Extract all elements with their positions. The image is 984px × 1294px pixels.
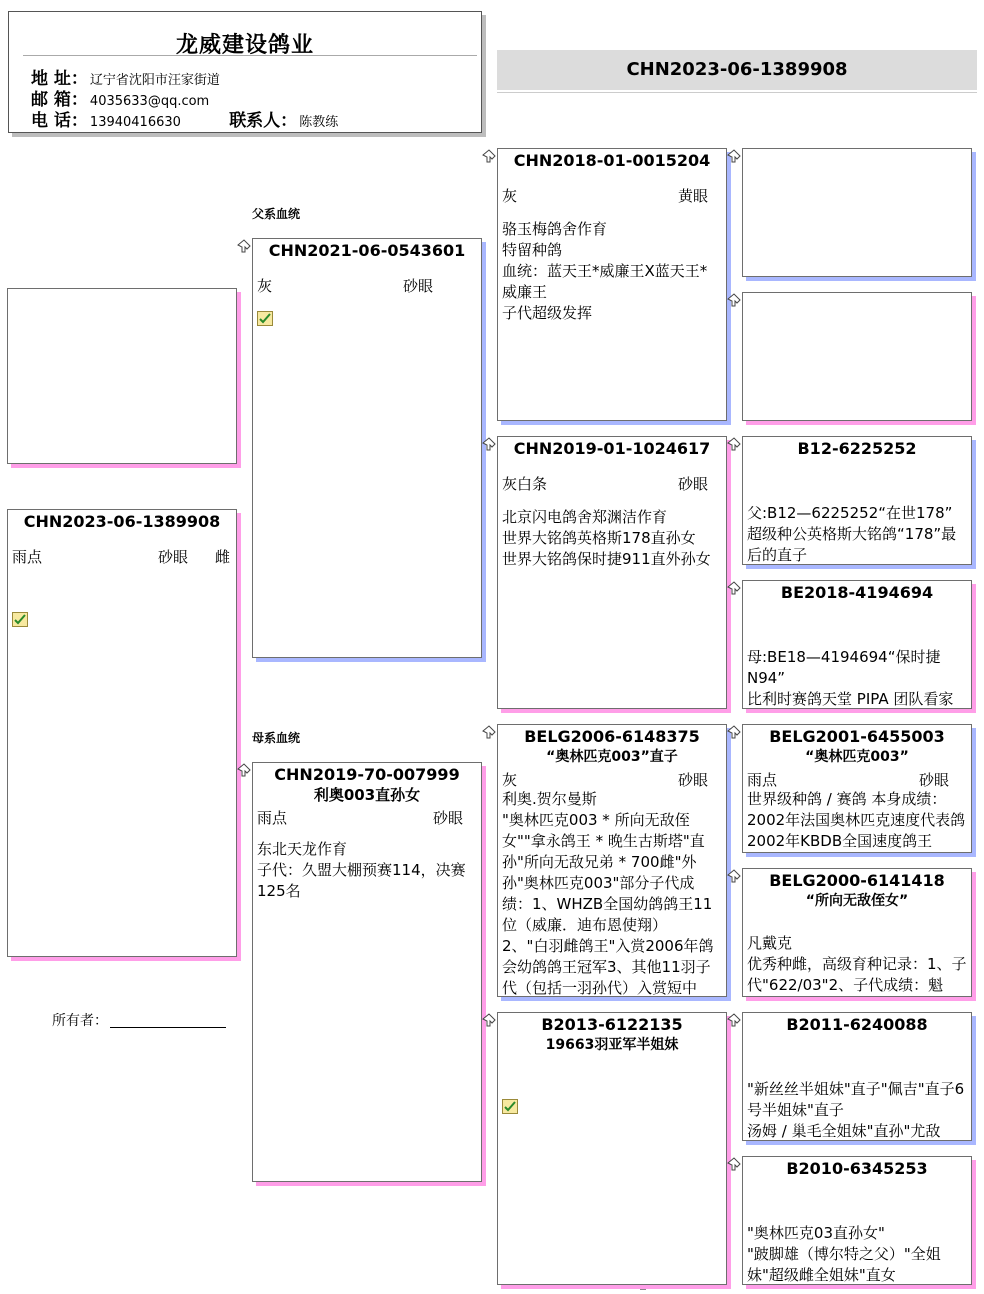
connector-icon: [726, 1156, 742, 1172]
dam-sire-dam-card[interactable]: [742, 868, 972, 997]
connector-icon: [726, 292, 742, 308]
dam-name: 利奥003直孙女: [313, 786, 421, 804]
sire-dam-sire-description: 父:B12—6225252“在世178” 超级种公英格斯大铭鸽“178”最后的直子: [747, 504, 957, 564]
contact-value: 陈教练: [299, 115, 339, 130]
dam-dam-dam-description: "奥林匹克03直孙女" "跛脚雄（博尔特之父）"全姐妹"超级雌全姐妹"直女: [747, 1224, 941, 1284]
sire-line-label: 父系血统: [252, 207, 301, 221]
dam-dam-sire-card[interactable]: [742, 1012, 972, 1141]
sire-sire-card[interactable]: [497, 148, 727, 421]
connector-icon: [726, 1012, 742, 1028]
checkbox-icon[interactable]: [257, 311, 273, 326]
dam-dam-name: 19663羽亚军半姐妹: [545, 1037, 679, 1053]
subject-card[interactable]: [7, 509, 237, 957]
subject-eye: 砂眼: [157, 548, 188, 566]
subject-sex: 雌: [214, 548, 230, 566]
sire-dam-eye: 砂眼: [677, 475, 708, 493]
connector-icon: [481, 148, 497, 164]
dam-sire-sire-description: 世界级种鸽 / 赛鸽 本身成绩：2002年法国奥林匹克速度代表鸽2002年KBDB全国速度鸽王: [747, 790, 966, 850]
connector-icon: [481, 1012, 497, 1028]
title-divider: [497, 92, 977, 93]
dam-card[interactable]: [252, 762, 482, 1182]
photo-box[interactable]: [7, 288, 237, 464]
dam-dam-sire-description: "新丝丝半姐妹"直子"佩吉"直子6号半姐妹"直子 汤姆 / 巢毛全姐妹"直孙"尤敌: [747, 1080, 965, 1140]
connector-icon: [726, 148, 742, 164]
dam-sire-sire-card[interactable]: [742, 724, 972, 853]
dam-sire-name: “奥林匹克003”直子: [546, 749, 678, 765]
phone-value: 13940416630: [89, 115, 181, 130]
breeder-header-card: [8, 11, 482, 133]
dam-sire-dam-description: 凡戴克 优秀种雌，高级育种记录：1、子代"622/03"2、子代成绩：魁: [747, 934, 967, 994]
dam-description: 东北天龙作育 子代：久盟大棚预赛114，决赛125名: [257, 840, 466, 900]
connector-icon: [481, 436, 497, 452]
sire-eye: 砂眼: [402, 277, 433, 295]
sire-dam-sire-ring: B12-6225252: [797, 439, 917, 458]
connector-icon: [726, 580, 742, 596]
phone-label: 电 话：: [31, 111, 88, 131]
sire-dam-dam-ring: BE2018-4194694: [780, 583, 934, 602]
sire-dam-attrs: [498, 473, 726, 493]
dam-sire-attrs: [498, 769, 726, 789]
email-value: 4035633@qq.com: [89, 94, 210, 109]
dam-dam-card[interactable]: [497, 1012, 727, 1285]
sire-dam-color: 灰白条: [502, 475, 548, 493]
sire-sire-color: 灰: [502, 187, 518, 205]
sire-sire-eye: 黄眼: [677, 187, 708, 205]
title-ring-bar: CHN2023-06-1389908: [497, 50, 977, 90]
dam-dam-dam-ring: B2010-6345253: [786, 1159, 928, 1178]
connector-icon: [236, 238, 252, 254]
sire-dam-description: 北京闪电鸽舍郑渊洁作育 世界大铭鸽英格斯178直孙女 世界大铭鸽保时捷911直外孙女: [502, 508, 711, 568]
sire-attrs: [253, 275, 481, 295]
connector-icon: [481, 724, 497, 740]
owner-input-line[interactable]: [110, 1015, 226, 1028]
sire-card[interactable]: [252, 238, 482, 658]
checkbox-icon[interactable]: [502, 1099, 518, 1114]
dam-sire-eye: 砂眼: [677, 771, 708, 789]
dam-sire-sire-eye: 砂眼: [918, 771, 949, 789]
dam-sire-sire-name: “奥林匹克003”: [805, 749, 909, 765]
dam-sire-sire-color: 雨点: [747, 771, 778, 789]
dam-sire-sire-attrs: [743, 769, 971, 789]
dam-dam-ring: B2013-6122135: [541, 1015, 683, 1034]
sire-sire-dam-card[interactable]: [742, 292, 972, 421]
stray-mark: [640, 1289, 646, 1293]
sire-dam-dam-card[interactable]: [742, 580, 972, 709]
dam-attrs: [253, 807, 481, 827]
dam-dam-sire-ring: B2011-6240088: [786, 1015, 928, 1034]
sire-sire-dam-ring: [743, 293, 971, 295]
subject-ring: CHN2023-06-1389908: [23, 512, 221, 531]
connector-icon: [236, 762, 252, 778]
sire-sire-ring: CHN2018-01-0015204: [513, 151, 711, 170]
checkbox-icon[interactable]: [12, 612, 28, 627]
dam-color: 雨点: [257, 809, 288, 827]
email-label: 邮 箱：: [31, 90, 88, 110]
dam-sire-ring: BELG2006-6148375: [524, 727, 700, 746]
address-value: 辽宁省沈阳市汪家街道: [89, 73, 220, 88]
header-divider: [23, 55, 477, 56]
dam-ring: CHN2019-70-007999: [274, 765, 460, 784]
dam-dam-dam-card[interactable]: [742, 1156, 972, 1285]
dam-sire-card[interactable]: [497, 724, 727, 997]
sire-sire-attrs: [498, 185, 726, 205]
phone-row: [31, 106, 338, 131]
connector-icon: [726, 868, 742, 884]
dam-sire-sire-ring: BELG2001-6455003: [769, 727, 945, 746]
sire-dam-card[interactable]: [497, 436, 727, 709]
dam-sire-dam-ring: BELG2000-6141418: [769, 871, 945, 890]
sire-sire-description: 骆玉梅鸽舍作育 特留种鸽 血统：蓝天王*威廉王X蓝天王*威廉王 子代超级发挥: [502, 220, 708, 322]
sire-dam-dam-description: 母:BE18—4194694“保时捷N94” 比利时赛鸽天堂 PIPA 团队看家: [747, 648, 954, 708]
sire-dam-sire-card[interactable]: [742, 436, 972, 565]
dam-sire-description: 利奥.贺尔曼斯 "奥林匹克003 * 所向无敌侄女""拿永鸽王 * 晚生古斯塔"直孙"所向无敌兄弟 * 700雌"外孙"奥林匹克003"部分子代成绩：1、WHZB全国幼鸽鸽王11位（威廉．迪布恩使翔） 2、"白羽雌鸽王"入赏2006年鸽会幼鸽鸽王冠军3、其他11羽子代（包括一羽孙代）入赏短中: [502, 790, 714, 997]
sire-sire-sire-ring: [743, 149, 971, 151]
connector-icon: [726, 436, 742, 452]
contact-label: 联系人：: [229, 111, 298, 131]
sire-sire-sire-card[interactable]: [742, 148, 972, 277]
owner-label: 所有者：: [52, 1013, 108, 1029]
subject-attrs: [8, 546, 236, 566]
dam-eye: 砂眼: [432, 809, 463, 827]
sire-ring: CHN2021-06-0543601: [268, 241, 466, 260]
dam-sire-color: 灰: [502, 771, 518, 789]
address-label: 地 址：: [31, 69, 88, 89]
owner-field[interactable]: [52, 1010, 226, 1030]
connector-icon: [726, 724, 742, 740]
dam-sire-dam-name: “所向无敌侄女”: [805, 893, 909, 909]
dam-line-label: 母系血统: [252, 731, 301, 745]
sire-color: 灰: [257, 277, 273, 295]
breeder-name: 龙威建设鸽业: [175, 33, 314, 58]
sire-dam-ring: CHN2019-01-1024617: [513, 439, 711, 458]
subject-color: 雨点: [12, 548, 43, 566]
